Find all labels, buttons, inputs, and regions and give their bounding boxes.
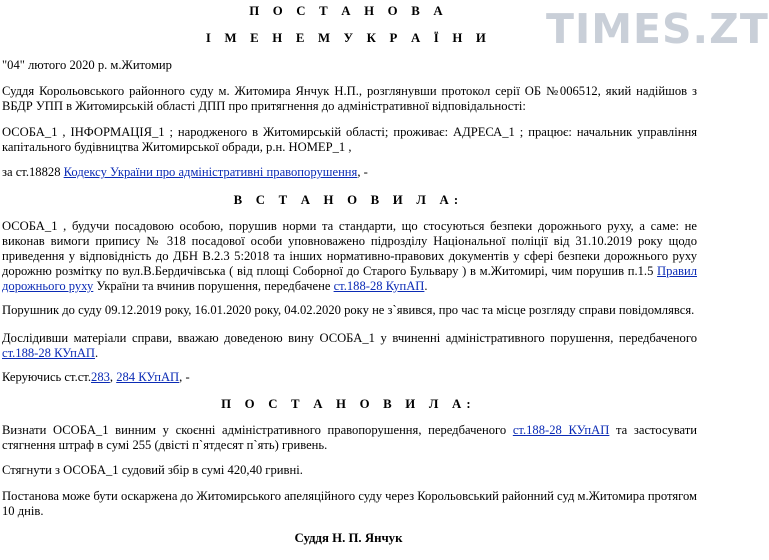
- person-paragraph: ОСОБА_1 , ІНФОРМАЦІЯ_1 ; народженого в Житомирській області; проживає: АДРЕСА_1 ; працює: начальник управління капітального будівництва Житомирської обради, р.н. НОМЕР_1 ,: [2, 125, 697, 154]
- article-suffix: , -: [357, 165, 368, 179]
- traffic-rules-link[interactable]: Правил дорожнього руху: [2, 264, 697, 293]
- finding-text-2: України та вчинив порушення, передбачене: [93, 279, 334, 293]
- verdict-text-1: Визнати ОСОБА_1 винним у скоєнні адміністративного правопорушення, передбаченого: [2, 423, 513, 437]
- finding-paragraph: [2, 219, 697, 294]
- intro-paragraph: Суддя Корольовського районного суду м. Житомира Янчук Н.П., розглянувши протокол серії ОБ №006512, який надійшов з ВБДР УПП в Житомирській області ДПП про притягнення до адміністративної відповідальності:: [2, 84, 697, 113]
- article-line: [2, 165, 697, 180]
- date-line: "04" лютого 2020 р. м.Житомир: [2, 58, 172, 72]
- finding-text-1: ОСОБА_1 , будучи посадовою особою, порушив норми та стандарти, що стосуються безпеки дорожнього руху, а саме: не виконав вимоги припису № 318 посадової особи уповноважено підрозділу Національної поліції від 31.10.2019 року щодо приведення у відповідність до ДБН В.2.3 5:2018 та інших нормативно-правових документів у сфері безпеки дорожнього руху дорожню розмітку по вул.В.Бердичівська ( від площі Соборної до Старого Бульвару ) в м.Житомирі, чим порушив п.1.5: [2, 219, 697, 278]
- guided-separator: ,: [109, 370, 117, 384]
- evidence-paragraph: [2, 331, 697, 361]
- guided-line: [2, 370, 697, 385]
- article-284-link[interactable]: 284 КУпАП: [116, 370, 180, 384]
- times-zt-logo: TIMES.ZT: [546, 5, 769, 53]
- absence-paragraph: Порушник до суду 09.12.2019 року, 16.01.2020 року, 04.02.2020 року не з`явився, про час та місце розгляду справи повідомлявся.: [2, 303, 695, 317]
- document-subtitle: І М Е Н Е М У К Р А Ї Н И: [205, 31, 492, 45]
- evidence-suffix: .: [95, 346, 99, 360]
- appeal-paragraph: Постанова може бути оскаржена до Житомирського апеляційного суду через Корольовський районний суд м.Житомира протягом 10 днів.: [2, 489, 697, 518]
- article-prefix: за ст.18828: [2, 165, 64, 179]
- finding-text-3: .: [424, 279, 428, 293]
- fee-paragraph: Стягнути з ОСОБА_1 судовий збір в сумі 420,40 гривні.: [2, 463, 303, 477]
- verdict-article-link[interactable]: ст.188-28 КУпАП: [512, 423, 610, 437]
- guided-prefix: Керуючись ст.ст.: [2, 370, 92, 384]
- section-heading-established: В С Т А Н О В И Л А:: [233, 193, 464, 207]
- document-title: П О С Т А Н О В А: [249, 4, 448, 18]
- evidence-article-link[interactable]: ст.188-28 КУпАП: [2, 346, 96, 360]
- guided-suffix: , -: [179, 370, 190, 384]
- verdict-text-2: та застосувати стягнення штраф в сумі 255 (двісті п`ятдесят п`ять) гривень.: [2, 423, 698, 452]
- evidence-text: Дослідивши матеріали справи, вважаю доведеною вину ОСОБА_1 у вчиненні адміністративного порушення, передбаченого: [2, 331, 697, 345]
- section-heading-resolved: П О С Т А Н О В И Л А:: [221, 397, 476, 411]
- verdict-paragraph: [2, 423, 697, 453]
- article-283-link[interactable]: 283: [91, 370, 110, 384]
- article-188-28-link[interactable]: ст.188-28 КупАП: [333, 279, 425, 293]
- code-link[interactable]: Кодексу України про адміністративні правопорушення: [63, 165, 358, 179]
- judge-signature: Суддя Н. П. Янчук: [294, 531, 403, 545]
